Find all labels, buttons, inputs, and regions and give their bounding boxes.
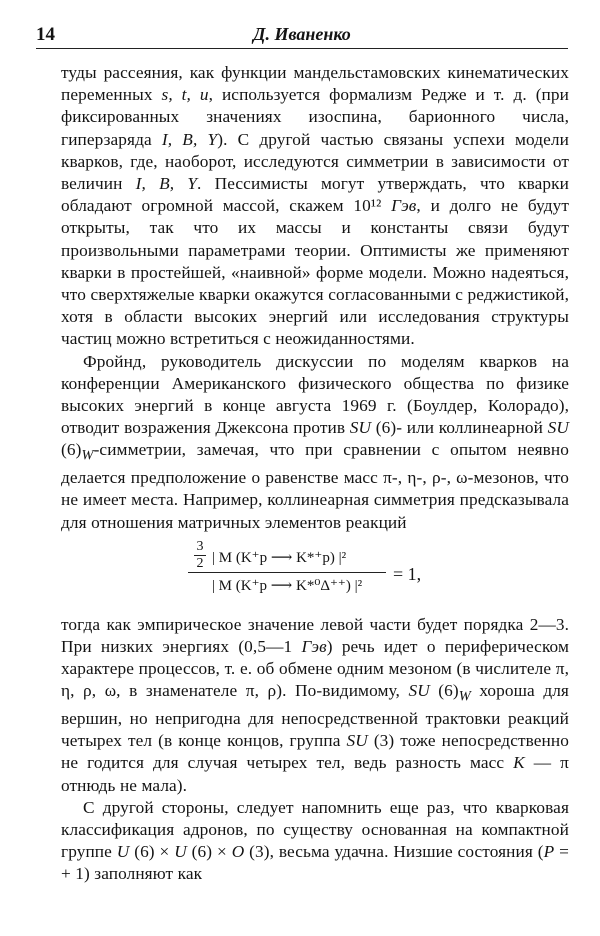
paragraph-2: Фройнд, руководитель дискуссии по моделям кварков на конференции Американского физического общества по физике высоких энергий в конце августа 1969 г. (Боулдер, Колорадо), отводит возражения Джексона против SU (6)- или коллинеарной SU $(6)_W$-симметрии, замечая, что при сравнении с опытом неявно делается предположение о равенстве масс π-, η-, ρ-, ω-мезонов, что не имеет места. Например, коллинеарная симметрия предсказывала для отношения матричных элементов реакций [61,351,569,532]
formula-numerator: 3 2 | M (K⁺p ⟶ K*⁺p) |² [188,540,386,572]
formula-fraction [188,540,386,595]
paragraph-1: туды рассеяния, как функции мандельстамовских кинематических переменных s, t, u, используется формализм Редже и т. д. (при фиксированных значениях изоспина, барионного числа, гиперзаряда I, B, Y). С другой частью связаны успехи модели кварков, где, наоборот, исследуются симметрии в зависимости от величин I, B, Y. Пессимисты могут утверждать, что кварки обладают огромной массой, скажем 10¹² Гэв, и долго не будут открыты, так что их массы и константы связи будут произвольными параметрами теории. Оптимисты же применяют кварки в простейшей, «наивной» форме модели. Можно надеяться, что сверхтяжелые кварки окажутся согласованными с реджистикой, хотя в области высоких энергий или исследования структуры частиц можно встретиться с неожиданностями. [61,63,570,349]
paragraph-4: С другой стороны, следует напомнить еще раз, что кварковая классификация адронов, по существу основанная на компактной группе U (6) × U (6) × O (3), весьма удачна. Низшие состояния (P = + 1) заполняют как [61,797,569,884]
body-text [61,62,569,886]
formula-rhs: = 1, [393,563,422,584]
paragraph-3: тогда как эмпирическое значение левой части будет порядка 2—3. При низких энергиях (0,5—1 Гэв) речь идет о периферическом характере процессов, т. е. об обмене одним мезоном (в числителе π, η, ρ, ω, в знаменателе π, ρ). По-видимому, SU $(6)_W$ хороша для вершин, но непригодна для непосредственной трактовки реакций четырех тел (в конце концов, группа SU (3) тоже непосредственно не годится для случая четырех тел, ведь разность масс K — π отнюдь не мала). [61,614,570,795]
running-head: Д. Иваненко [253,24,351,44]
page-number: 14 [36,24,55,45]
formula-denominator: | M (K⁺p ⟶ K*⁰Δ⁺⁺) |² [211,577,363,594]
formula-coefficient: 3 2 [194,540,206,571]
ratio-formula [61,540,569,612]
page-header [36,16,568,49]
